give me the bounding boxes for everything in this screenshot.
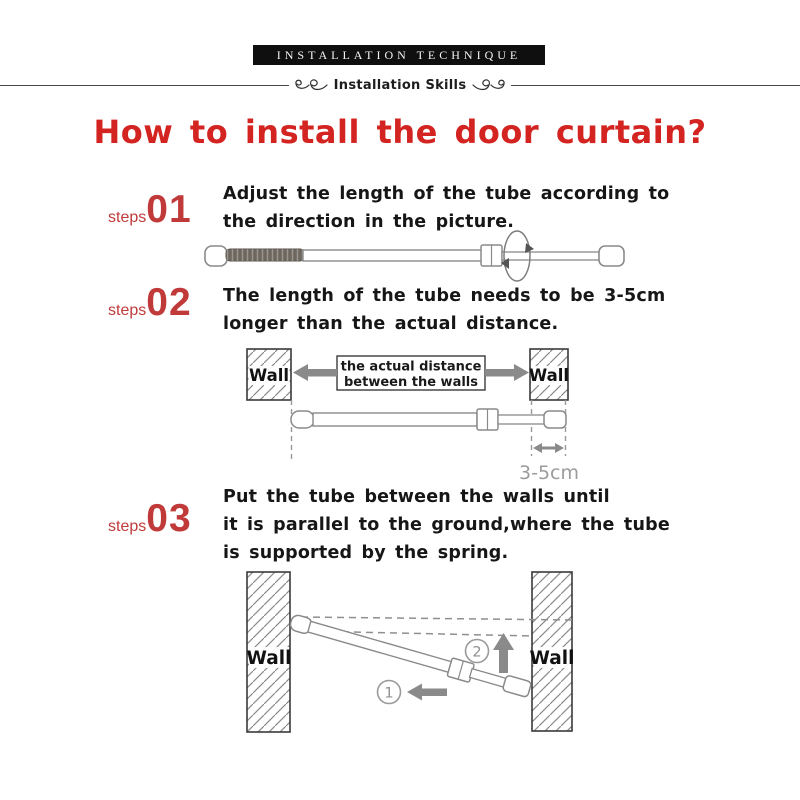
step-number: 02 (146, 281, 192, 324)
step-text-line: longer than the actual distance. (223, 314, 559, 334)
step-word: steps (108, 209, 147, 226)
step-text-line: Put the tube between the walls until (223, 487, 610, 507)
step-text-line: the direction in the picture. (223, 212, 515, 232)
rod2-left-cap (291, 411, 314, 428)
gap-size-label: 3-5cm (519, 462, 579, 484)
step-text-line: The length of the tube needs to be 3-5cm (223, 286, 666, 306)
rod2-main-tube (313, 413, 477, 426)
rod-main-tube (303, 250, 483, 261)
step-text-line: it is parallel to the ground,where the tube (223, 515, 670, 535)
tilted-rod (288, 612, 532, 699)
distance-label-line1: the actual distance (340, 359, 482, 375)
wall-label-right: Wall (529, 648, 575, 669)
page-title: How to install the door curtain? (93, 113, 707, 151)
distance-arrow-right-icon (514, 364, 529, 381)
rod-spring-texture (226, 249, 304, 261)
push-arrowhead-icon (407, 684, 422, 701)
gap-arrowhead-icon (533, 443, 542, 453)
distance-arrow-left-icon (293, 364, 308, 381)
wall-label-left: Wall (246, 648, 292, 669)
push-arrow-shaft (420, 689, 447, 697)
rod2-right-cap (544, 411, 566, 428)
rod-right-cap (599, 246, 624, 266)
rod-thin-tube (502, 252, 601, 260)
step-marker-1: 1 (384, 685, 394, 702)
rod2-thin-tube (498, 415, 545, 424)
rod-left-cap (205, 246, 227, 266)
telescopic-rod-illustration (205, 231, 624, 281)
distance-label-line2: between the walls (343, 375, 479, 390)
step-word: steps (108, 518, 147, 535)
wall-label-left: Wall (248, 366, 290, 385)
lift-arrow-shaft (499, 648, 508, 673)
tagline-installation-skills: Installation Skills (333, 77, 467, 93)
banner-installation-technique: INSTALLATION TECHNIQUE (253, 45, 545, 65)
step-text-line: is supported by the spring. (223, 543, 509, 563)
step-number: 03 (146, 497, 192, 540)
distance-arrow-left-shaft (306, 369, 337, 377)
rod3-right-cap (502, 675, 531, 698)
gap-arrowhead-icon (555, 443, 564, 453)
step-text-line: Adjust the length of the tube according to (223, 184, 670, 204)
step-marker-2: 2 (472, 644, 482, 661)
step-word: steps (108, 302, 147, 319)
distance-arrow-right-shaft (485, 369, 516, 377)
wall-label-right: Wall (528, 366, 570, 385)
rod3-main-tube (308, 621, 453, 672)
installation-diagram (247, 572, 575, 732)
step-number: 01 (146, 188, 192, 231)
actual-distance-diagram (247, 349, 579, 484)
